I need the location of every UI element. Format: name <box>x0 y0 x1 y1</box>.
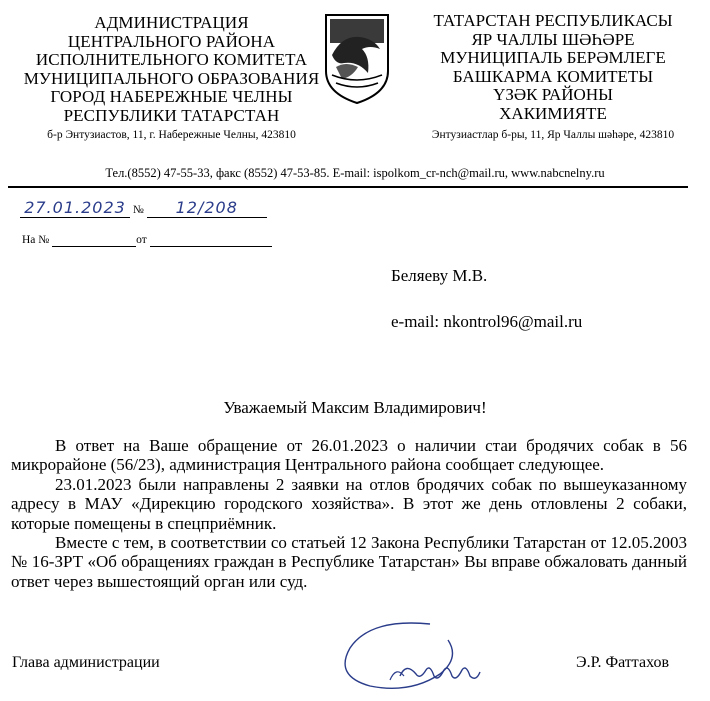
reference-line <box>22 234 272 247</box>
registration-number: 12/208 <box>147 198 267 218</box>
header-left-line: МУНИЦИПАЛЬНОГО ОБРАЗОВАНИЯ <box>23 68 320 88</box>
reference-date-blank <box>150 234 272 247</box>
handwritten-signature <box>330 618 510 698</box>
addressee-email: e-mail: nkontrol96@mail.ru <box>391 312 583 331</box>
header-right-line: ТАТАРСТАН РЕСПУБЛИКАСЫ <box>433 11 673 30</box>
header-right-block <box>408 12 698 142</box>
header-right-address: Энтузиастлар б-ры, 11, Яр Чаллы шәһәре, 423810 <box>431 128 675 141</box>
header-left-line: АДМИНИСТРАЦИЯ <box>94 13 249 32</box>
letter-paragraph: Вместе с тем, в соответствии со статьей 12 Закона Республики Татарстан от 12.05.2003 № 16-ЗРТ «Об обращениях граждан в Республике Татарстан» Вы вправе обжаловать данный ответ через вышестоящий орган или суд. <box>11 533 687 591</box>
header-left-line: РЕСПУБЛИКИ ТАТАРСТАН <box>63 105 280 125</box>
registration-date: 27.01.2023 <box>20 198 130 218</box>
letter-paragraph: 23.01.2023 были направлены 2 заявки на отлов бродячих собак по вышеуказанному адресу в МАУ «Дирекцию городского хозяйства». В этот же день отловлены 2 собаки, которые помещены в спецприёмник. <box>11 474 687 533</box>
signatory-position: Глава администрации <box>12 654 160 671</box>
header-left-address: б-р Энтузиастов, 11, г. Набережные Челны, 423810 <box>47 128 296 141</box>
reference-number-blank <box>52 234 136 247</box>
reference-from-label: от <box>136 234 147 246</box>
header-left-block <box>14 14 329 142</box>
letter-paragraph: В ответ на Ваше обращение от 26.01.2023 о наличии стаи бродячих собак в 56 микрорайоне (56/23), администрация Центрального района сообщает следующее. <box>11 436 687 475</box>
registration-line <box>20 198 290 218</box>
number-label: № <box>132 204 144 216</box>
letter-greeting: Уважаемый Максим Владимирович! <box>223 398 487 417</box>
header-right-line: БАШКАРМА КОМИТЕТЫ <box>452 66 654 86</box>
header-left-line: ГОРОД НАБЕРЕЖНЫЕ ЧЕЛНЫ <box>50 87 293 107</box>
addressee-name: Беляеву М.В. <box>391 266 488 285</box>
header-right-line: МУНИЦИПАЛЬ БЕРӘМЛЕГЕ <box>440 48 666 68</box>
header-right-line: ХАКИМИЯТЕ <box>499 103 607 123</box>
signatory-name: Э.Р. Фаттахов <box>576 654 670 671</box>
coat-of-arms-emblem <box>322 13 392 105</box>
letter-body <box>11 436 687 591</box>
header-right-line: ЯР ЧАЛЛЫ ШӘҺӘРЕ <box>471 29 635 49</box>
header-left-line: ЦЕНТРАЛЬНОГО РАЙОНА <box>67 31 276 51</box>
header-left-line: ИСПОЛНИТЕЛЬНОГО КОМИТЕТА <box>35 50 308 70</box>
contacts-line: Тел.(8552) 47-55-33, факс (8552) 47-53-85. E-mail: ispolkom_cr-nch@mail.ru, www.nabcnelny.ru <box>105 166 605 180</box>
header-right-line: ҮЗӘК РАЙОНЫ <box>493 85 613 105</box>
header-divider <box>8 186 688 188</box>
reference-label: На № <box>22 234 50 246</box>
